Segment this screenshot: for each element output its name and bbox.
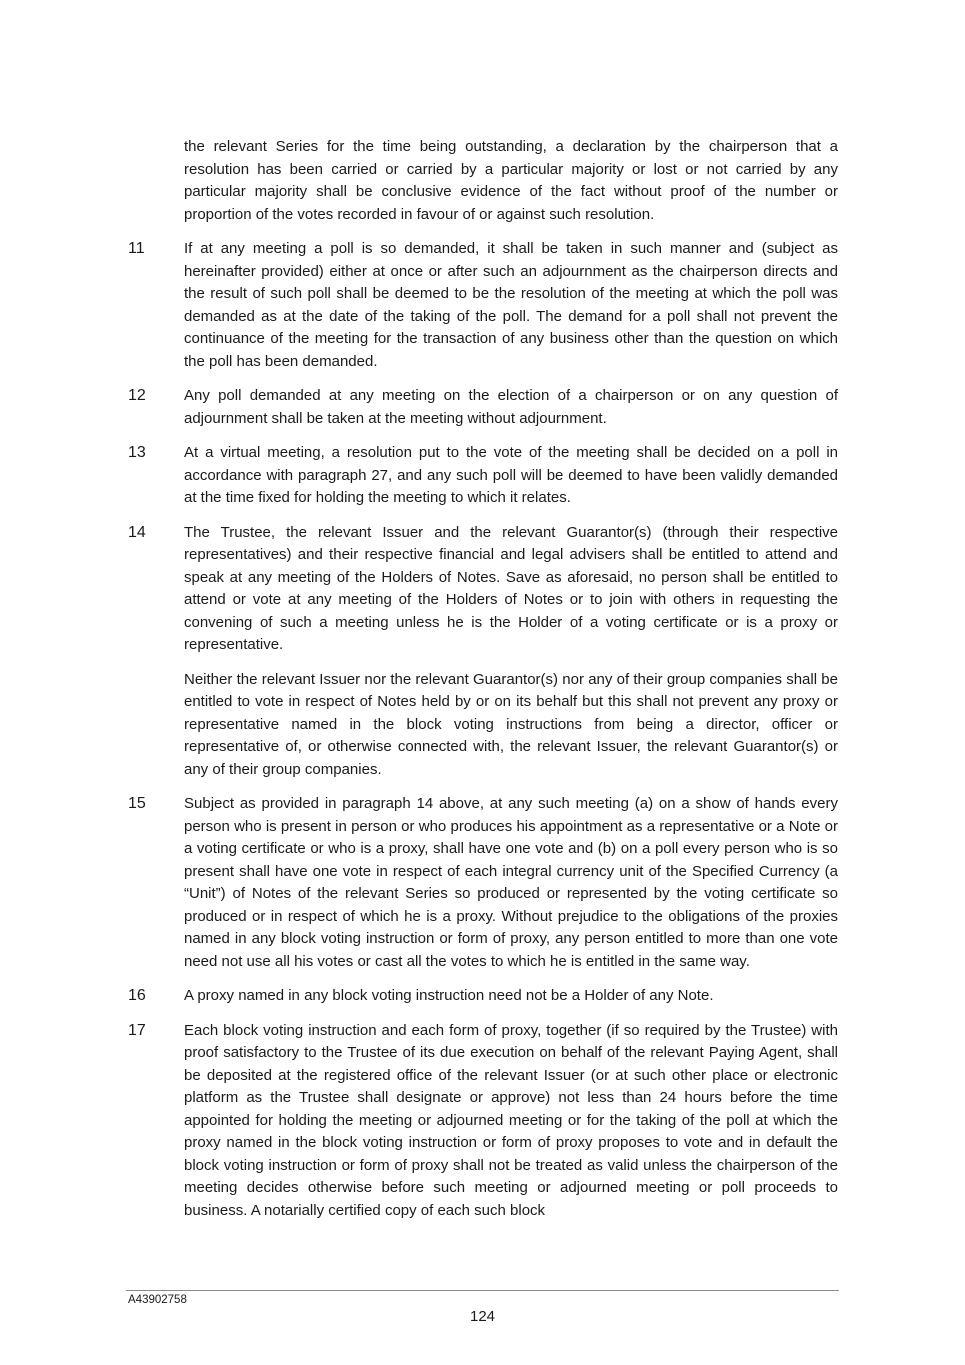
paragraph-number: 11 bbox=[128, 240, 145, 257]
paragraph-13 bbox=[128, 442, 838, 510]
paragraph-text: A proxy named in any block voting instruction need not be a Holder of any Note. bbox=[184, 987, 714, 1004]
paragraph-text: The Trustee, the relevant Issuer and the relevant Guarantor(s) (through their respective representatives) and their respective financial and legal advisers shall be entitled to attend and speak at any meeting of the Holders of Notes. Save as aforesaid, no person shall be entitled to attend or vote at any meeting of the Holders of Notes or to join with others in requesting the convening of such a meeting unless he is the Holder of a voting certificate or is a proxy or representative. bbox=[184, 523, 838, 653]
paragraph-text: If at any meeting a poll is so demanded, it shall be taken in such manner and (subject as hereinafter provided) either at once or after such an adjournment as the chairperson directs and the result of such poll shall be deemed to be the resolution of the meeting at which the poll was demanded as at the date of the taking of the poll. The demand for a poll shall not prevent the continuance of the meeting for the transaction of any business other than the question on which the poll has been demanded. bbox=[184, 240, 838, 370]
paragraph-17 bbox=[128, 1020, 838, 1223]
paragraph-15 bbox=[128, 793, 838, 973]
paragraph-12 bbox=[128, 385, 838, 430]
paragraph-14 bbox=[128, 522, 838, 657]
paragraph-text: Each block voting instruction and each form of proxy, together (if so required by the Trustee) with proof satisfactory to the Trustee of its due execution on behalf of the relevant Paying Agent, shall be deposited at the registered office of the relevant Issuer (or at such other place or electronic platform as the Trustee shall designate or approve) not less than 24 hours before the time appointed for holding the meeting or adjourned meeting or for the taking of the poll at which the proxy named in the block voting instruction or form of proxy proposes to vote and in default the block voting instruction or form of proxy shall not be treated as valid unless the chairperson of the meeting decides otherwise before such meeting or adjourned meeting or poll proceeds to business. A notarially certified copy of each such block bbox=[184, 1021, 838, 1219]
paragraph-continuation bbox=[128, 136, 838, 226]
paragraph-number: 15 bbox=[128, 795, 146, 812]
paragraph-number: 12 bbox=[128, 387, 146, 404]
paragraph-text: Any poll demanded at any meeting on the election of a chairperson or on any question of adjournment shall be taken at the meeting without adjournment. bbox=[184, 387, 838, 427]
paragraph-text: Subject as provided in paragraph 14 above, at any such meeting (a) on a show of hands every person who is present in person or who produces his appointment as a representative or a Note or a voting certificate or who is a proxy, shall have one vote and (b) on a poll every person who is so present shall have one vote in respect of each integral currency unit of the Specified Currency (a “Unit”) of Notes of the relevant Series so produced or represented by the voting certificate so produced or in respect of which he is a proxy. Without prejudice to the obligations of the proxies named in any block voting instruction or form of proxy, any person entitled to more than one vote need not use all his votes or cast all the votes to which he is entitled in the same way. bbox=[184, 795, 838, 970]
paragraph-number: 14 bbox=[128, 523, 146, 541]
paragraph-text: the relevant Series for the time being outstanding, a declaration by the chairperson that a resolution has been carried or carried by a particular majority or lost or not carried by any particular majority shall be conclusive evidence of the fact without proof of the number or proportion of the votes recorded in favour of or against such resolution. bbox=[184, 138, 838, 223]
document-reference: A43902758 bbox=[128, 1294, 187, 1306]
footer-divider bbox=[126, 1290, 839, 1291]
paragraph-number: 13 bbox=[128, 444, 146, 461]
paragraph-text: Neither the relevant Issuer nor the relevant Guarantor(s) nor any of their group companies shall be entitled to vote in respect of Notes held by or on its behalf but this shall not prevent any proxy or representative named in the block voting instructions from being a director, officer or representative of, or otherwise connected with, the relevant Issuer, the relevant Guarantor(s) or any of their group companies. bbox=[184, 670, 838, 778]
document-body bbox=[128, 136, 838, 1234]
paragraph-text: At a virtual meeting, a resolution put to the vote of the meeting shall be decided on a poll in accordance with paragraph 27, and any such poll will be deemed to have been validly demanded at the time fixed for holding the meeting to which it relates. bbox=[184, 444, 838, 506]
paragraph-14-continued bbox=[128, 669, 838, 782]
paragraph-number: 17 bbox=[128, 1021, 146, 1039]
paragraph-16 bbox=[128, 985, 838, 1008]
paragraph-number: 16 bbox=[128, 987, 146, 1004]
page-number: 124 bbox=[469, 1308, 496, 1325]
paragraph-11 bbox=[128, 238, 838, 373]
